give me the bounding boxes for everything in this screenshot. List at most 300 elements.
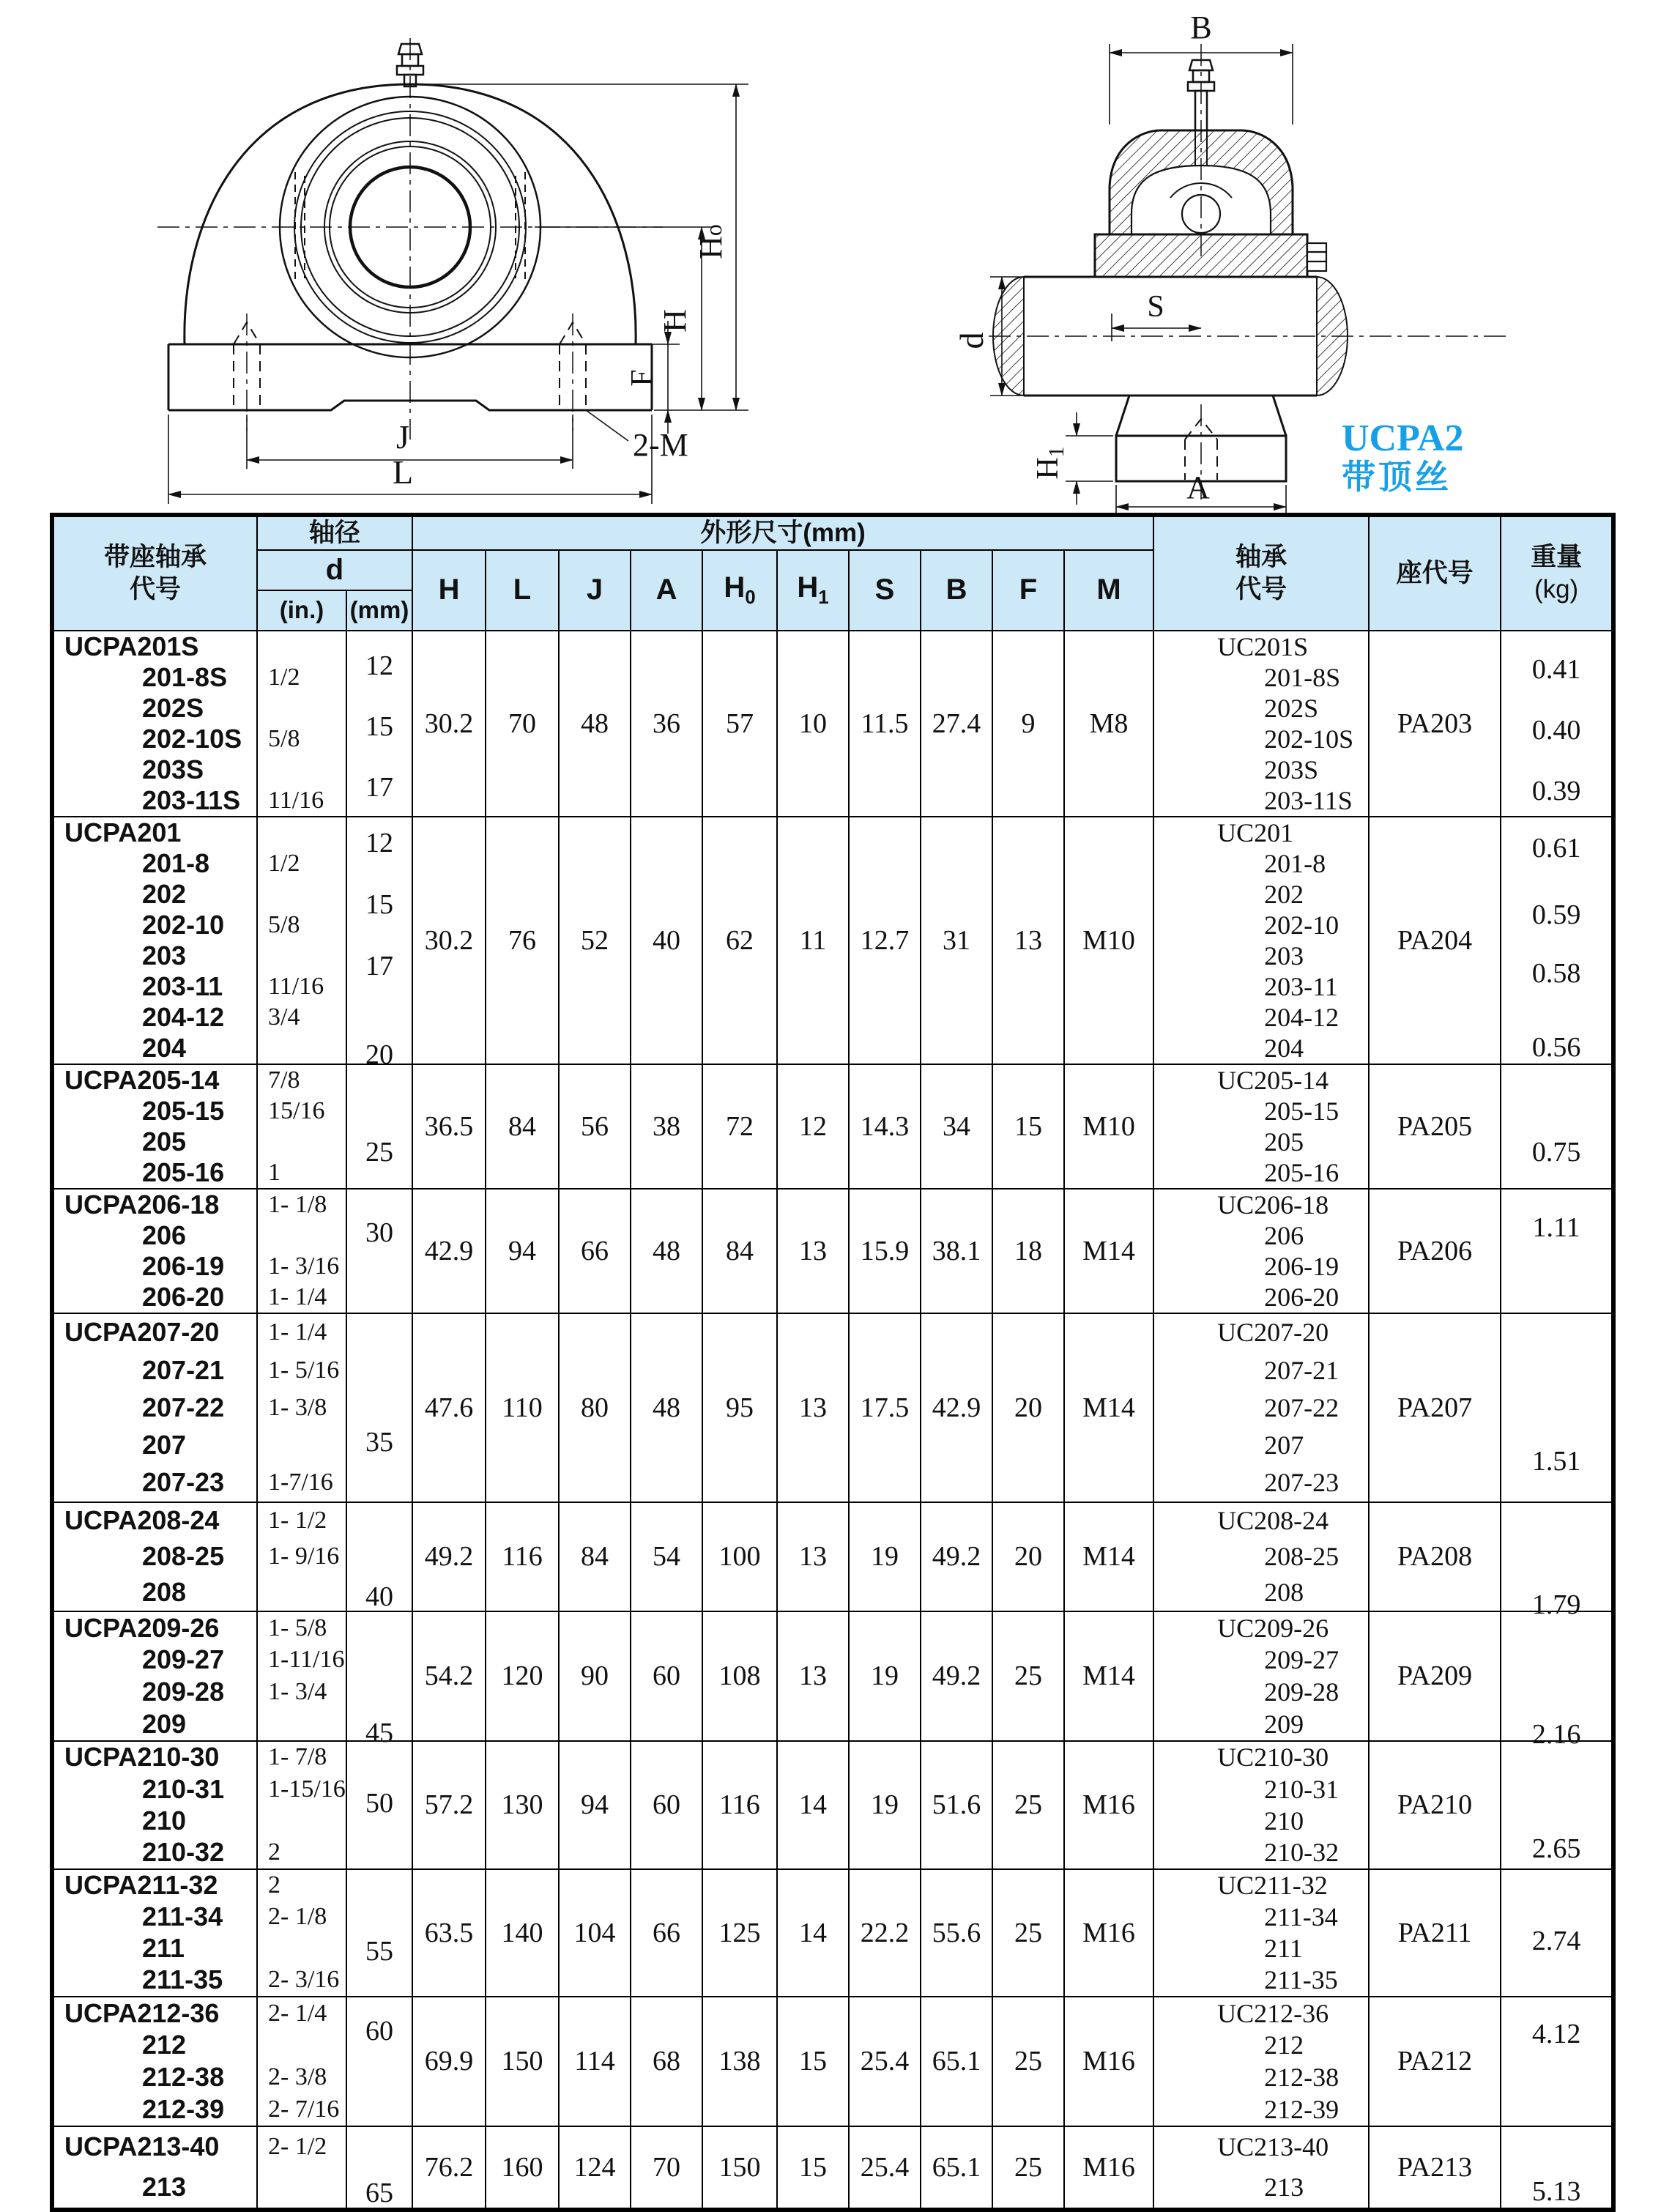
cell-value: 1.51 <box>1531 1445 1581 1477</box>
cell-dim-f: 15 <box>992 1064 1064 1189</box>
cell-line: 203S <box>1264 754 1319 784</box>
cell-value: 35 <box>365 1427 393 1458</box>
cell-line: 205-15 <box>142 1095 225 1126</box>
cell-line: UCPA208-24 <box>64 1505 220 1536</box>
cell-dim-m: M14 <box>1064 1611 1153 1741</box>
cell-dim-h: 30.2 <box>412 631 486 817</box>
cell-weight <box>1501 1997 1613 2126</box>
cell-dim-a: 66 <box>631 1869 702 1997</box>
header-housing-bearing-code: 带座轴承 代号 <box>52 515 257 631</box>
cell-line <box>258 1708 346 1740</box>
cell-shaft-mm <box>346 1064 412 1189</box>
cell-line: 203 <box>142 940 187 970</box>
cell-weight <box>1501 1502 1613 1621</box>
cell-line: 2- 1/4 <box>268 1999 327 2027</box>
cell-line: UC201 <box>1217 817 1294 847</box>
cell-dim-j: 80 <box>559 1313 631 1502</box>
cell-dim-h0: 150 <box>702 2126 777 2210</box>
cell-dim-s: 19 <box>849 1502 921 1611</box>
cell-line: UC201S <box>1217 631 1309 661</box>
cell-shaft-mm <box>346 1611 412 1749</box>
cell-dim-f: 25 <box>992 1611 1064 1741</box>
cell-line: 207-22 <box>1264 1392 1339 1422</box>
header-dim-a: A <box>631 550 702 631</box>
cell-dim-a: 68 <box>631 1997 702 2126</box>
cell-line: 206-19 <box>142 1250 225 1281</box>
cell-value: 17 <box>365 951 393 982</box>
cell-line: 202S <box>142 692 204 723</box>
cell-shaft-mm <box>346 1741 412 1869</box>
cell-line: UC209-26 <box>1217 1613 1329 1643</box>
cell-line: 204-12 <box>142 1001 225 1032</box>
cell-line: UCPA213-40 <box>64 2131 220 2162</box>
cell-line: 212 <box>142 2030 187 2060</box>
cell-line: 211-34 <box>1264 1902 1338 1932</box>
cell-line: 210-31 <box>1264 1774 1339 1804</box>
header-bearing-code: 轴承 代号 <box>1153 515 1369 631</box>
cell-housing-code: PA211 <box>1369 1869 1501 1997</box>
cell-value: 15 <box>365 711 393 743</box>
cell-line: 211-35 <box>142 1964 223 1995</box>
cell-line: 7/8 <box>268 1066 300 1094</box>
cell-dim-h1: 13 <box>777 1189 849 1313</box>
cell-line: 205-16 <box>142 1157 225 1187</box>
cell-line: UCPA212-36 <box>64 1997 220 2028</box>
table-row <box>52 1313 1613 1502</box>
cell-dim-a: 36 <box>631 631 702 817</box>
cell-dim-f: 20 <box>992 1313 1064 1502</box>
cell-line: 209 <box>1264 1709 1304 1739</box>
cell-line: 212-38 <box>1264 2063 1339 2093</box>
cell-dim-s: 22.2 <box>849 1869 921 1997</box>
cell-dim-m: M16 <box>1064 2126 1153 2210</box>
cell-value: 50 <box>365 1788 393 1819</box>
cell-line <box>258 631 346 662</box>
cell-line: 11/16 <box>268 786 324 814</box>
cell-line: 2- 1/8 <box>268 1903 327 1931</box>
cell-line: UCPA210-30 <box>64 1742 220 1773</box>
table-row <box>52 1997 1613 2126</box>
cell-housing-bearing-code <box>52 1189 257 1313</box>
cell-dim-h0: 125 <box>702 1869 777 1997</box>
cell-line: 1/2 <box>268 849 300 877</box>
cell-shaft-inch <box>257 1741 346 1869</box>
cell-value: 40 <box>365 1581 393 1612</box>
cell-line: 205-16 <box>1264 1157 1339 1187</box>
cell-housing-code: PA204 <box>1369 817 1501 1064</box>
cell-dim-j: 84 <box>559 1502 631 1611</box>
cell-line <box>258 1575 346 1611</box>
cell-line: 1- 5/8 <box>268 1614 327 1641</box>
cell-line: 212-39 <box>1264 2094 1339 2124</box>
cell-bearing-code <box>1153 1869 1369 1997</box>
cell-housing-bearing-code <box>52 1502 257 1611</box>
cell-line <box>258 940 346 971</box>
cell-dim-a: 48 <box>631 1313 702 1502</box>
cell-dim-j: 52 <box>559 817 631 1064</box>
cell-line: 1- 3/8 <box>268 1393 327 1421</box>
cell-housing-bearing-code <box>52 1869 257 1997</box>
cell-value: 55 <box>365 1936 393 1967</box>
cell-line: 202 <box>142 878 187 909</box>
cell-line: 203S <box>142 754 204 784</box>
cell-shaft-inch <box>257 1313 346 1502</box>
cell-line: 209-27 <box>1264 1645 1339 1675</box>
cell-line <box>258 1127 346 1157</box>
cell-shaft-mm <box>346 1502 412 1611</box>
cell-dim-m: M10 <box>1064 817 1153 1064</box>
cell-dim-j: 66 <box>559 1189 631 1313</box>
cell-line: 210 <box>1264 1805 1304 1836</box>
cell-line: 206-19 <box>1264 1251 1339 1281</box>
cell-line: 211 <box>1264 1934 1303 1964</box>
cell-dim-h: 57.2 <box>412 1741 486 1869</box>
table-row <box>52 631 1613 817</box>
cell-dim-s: 12.7 <box>849 817 921 1064</box>
cell-line <box>258 693 346 724</box>
cell-dim-b: 42.9 <box>921 1313 992 1502</box>
header-dim-h1: $H_1$ <box>777 550 849 631</box>
cell-line: 213 <box>142 2172 187 2202</box>
cell-bearing-code <box>1153 2126 1369 2210</box>
cell-line: 203-11S <box>1264 785 1353 815</box>
cell-dim-h0: 62 <box>702 817 777 1064</box>
cell-line: 203-11 <box>1264 971 1338 1001</box>
cell-line: 206-20 <box>1264 1282 1339 1312</box>
header-dim-l: L <box>486 550 559 631</box>
cell-line: UC207-20 <box>1217 1318 1329 1348</box>
cell-line: 202-10S <box>1264 724 1354 754</box>
cell-dim-s: 25.4 <box>849 1997 921 2126</box>
cell-housing-code: PA203 <box>1369 631 1501 817</box>
cell-dim-h1: 15 <box>777 2126 849 2210</box>
cell-line: 1- 1/2 <box>268 1507 327 1534</box>
cell-line: 208 <box>142 1577 187 1608</box>
cell-housing-code: PA206 <box>1369 1189 1501 1313</box>
series-subtitle: 带顶丝 <box>1342 457 1452 496</box>
cell-line: 210-32 <box>1264 1838 1339 1868</box>
cell-line: 202-10 <box>1264 910 1339 940</box>
cell-shaft-inch <box>257 2126 346 2210</box>
table-row <box>52 1189 1613 1313</box>
table-row <box>52 1869 1613 1997</box>
cell-line: 15/16 <box>268 1096 325 1124</box>
header-mm-unit: (mm) <box>346 590 412 631</box>
cell-dim-l: 110 <box>486 1313 559 1502</box>
cell-dim-h0: 95 <box>702 1313 777 1502</box>
cell-value: 1.11 <box>1532 1211 1580 1243</box>
cell-line: 202-10 <box>142 909 225 940</box>
cell-dim-l: 160 <box>486 2126 559 2210</box>
cell-value: 4.12 <box>1531 2018 1581 2049</box>
cell-line: UC212-36 <box>1217 1998 1329 2028</box>
cell-value: 12 <box>365 828 393 859</box>
cell-bearing-code <box>1153 1189 1369 1313</box>
cell-shaft-inch <box>257 631 346 817</box>
cell-dim-l: 70 <box>486 631 559 817</box>
cell-dim-s: 19 <box>849 1741 921 1869</box>
cell-line: 209-28 <box>1264 1677 1339 1707</box>
cell-line: UC206-18 <box>1217 1189 1329 1220</box>
cell-dim-l: 130 <box>486 1741 559 1869</box>
cell-line: 203-11 <box>142 970 223 1001</box>
cell-dim-h: 42.9 <box>412 1189 486 1313</box>
cell-line: UC210-30 <box>1217 1742 1329 1773</box>
cell-dim-b: 55.6 <box>921 1869 992 1997</box>
header-dim-s: S <box>849 550 921 631</box>
cell-shaft-inch <box>257 1611 346 1741</box>
cell-value: 2.16 <box>1531 1719 1581 1750</box>
cell-line: 1-15/16 <box>268 1775 346 1803</box>
cell-line: 201-8 <box>1264 848 1326 878</box>
cell-dim-h1: 10 <box>777 631 849 817</box>
cell-housing-bearing-code <box>52 1997 257 2126</box>
cell-line: 203-11S <box>142 784 241 815</box>
dim-label-l: L <box>392 453 414 491</box>
cell-value: 25 <box>365 1137 393 1168</box>
cell-housing-bearing-code <box>52 2126 257 2210</box>
cell-dim-b: 34 <box>921 1064 992 1189</box>
cell-line <box>258 1426 346 1463</box>
cell-dim-h1: 14 <box>777 1741 849 1869</box>
cell-line <box>258 879 346 910</box>
cell-dim-j: 124 <box>559 2126 631 2210</box>
cell-housing-bearing-code <box>52 1741 257 1869</box>
cell-dim-h: 54.2 <box>412 1611 486 1741</box>
cell-dim-s: 11.5 <box>849 631 921 817</box>
cell-line: 210-31 <box>142 1773 225 1804</box>
cell-line: 212-39 <box>142 2093 225 2124</box>
cell-dim-m: M14 <box>1064 1313 1153 1502</box>
cell-value: 1.79 <box>1531 1589 1581 1621</box>
cell-housing-bearing-code <box>52 1313 257 1502</box>
cell-line <box>258 1805 346 1836</box>
cell-line <box>258 2030 346 2062</box>
cell-dim-h0: 116 <box>702 1741 777 1869</box>
cell-line: 3/4 <box>268 1003 300 1031</box>
cell-dim-h: 69.9 <box>412 1997 486 2126</box>
cell-housing-code: PA210 <box>1369 1741 1501 1869</box>
cell-line: 206 <box>142 1220 187 1250</box>
cell-dim-f: 25 <box>992 1741 1064 1869</box>
cell-line: 204-12 <box>1264 1002 1339 1032</box>
cell-shaft-inch <box>257 1189 346 1313</box>
cell-value: 17 <box>365 772 393 803</box>
cell-dim-b: 65.1 <box>921 2126 992 2210</box>
cell-line: 205 <box>142 1126 187 1157</box>
cell-dim-h1: 13 <box>777 1313 849 1502</box>
cell-dim-h1: 11 <box>777 817 849 1064</box>
header-d: d <box>257 550 412 590</box>
cell-dim-f: 20 <box>992 1502 1064 1611</box>
cell-value: 5.13 <box>1531 2175 1581 2207</box>
cell-housing-code: PA209 <box>1369 1611 1501 1741</box>
cell-dim-a: 70 <box>631 2126 702 2210</box>
cell-line: 209-27 <box>142 1644 225 1675</box>
cell-line: 202S <box>1264 693 1319 723</box>
cell-shaft-mm <box>346 1189 412 1313</box>
cell-line: 201-8S <box>142 661 228 692</box>
cell-bearing-code <box>1153 631 1369 817</box>
dim-label-2m: 2-M <box>633 427 688 463</box>
cell-line <box>258 754 346 785</box>
cell-shaft-mm <box>346 817 412 1071</box>
header-dim-b: B <box>921 550 992 631</box>
cell-value: 0.59 <box>1531 899 1581 930</box>
cell-shaft-inch <box>257 817 346 1064</box>
cell-line: 211 <box>142 1933 185 1964</box>
cell-line: 205 <box>1264 1127 1304 1157</box>
cell-line: UCPA201S <box>64 631 199 661</box>
cell-dim-h: 36.5 <box>412 1064 486 1189</box>
cell-line: 205-15 <box>1264 1096 1339 1126</box>
cell-dim-h0: 72 <box>702 1064 777 1189</box>
cell-line: 207 <box>1264 1430 1304 1460</box>
cell-line: 204 <box>142 1032 187 1063</box>
cell-dim-l: 116 <box>486 1502 559 1611</box>
cell-value: 2.65 <box>1531 1833 1581 1865</box>
cell-line: 207-21 <box>1264 1355 1339 1385</box>
dim-label-h: H <box>657 309 693 333</box>
cell-dim-j: 114 <box>559 1997 631 2126</box>
cell-line <box>258 2167 346 2208</box>
cell-line: 1-11/16 <box>268 1646 345 1674</box>
dim-label-d: d <box>953 332 990 349</box>
table-row <box>52 1064 1613 1189</box>
cell-dim-b: 51.6 <box>921 1741 992 1869</box>
cell-dim-h: 30.2 <box>412 817 486 1064</box>
cell-line: 207-21 <box>142 1354 225 1385</box>
cell-dim-h0: 100 <box>702 1502 777 1611</box>
cell-weight <box>1501 1611 1613 1750</box>
cell-line: UC205-14 <box>1217 1065 1329 1095</box>
cell-shaft-mm <box>346 1869 412 1997</box>
cell-value: 45 <box>365 1718 393 1749</box>
cell-dim-a: 38 <box>631 1064 702 1189</box>
cell-housing-bearing-code <box>52 817 257 1064</box>
cell-dim-b: 65.1 <box>921 1997 992 2126</box>
cell-line <box>258 1220 346 1251</box>
table-row <box>52 817 1613 1064</box>
cell-dim-h1: 13 <box>777 1502 849 1611</box>
cell-line: 11/16 <box>268 972 324 1000</box>
cell-line: UCPA206-18 <box>64 1189 220 1220</box>
cell-dim-m: M10 <box>1064 1064 1153 1189</box>
cell-dim-b: 49.2 <box>921 1502 992 1611</box>
cell-dim-l: 140 <box>486 1869 559 1997</box>
header-dim-m: M <box>1064 550 1153 631</box>
cell-housing-code: PA208 <box>1369 1502 1501 1611</box>
cell-line: 1- 9/16 <box>268 1543 340 1570</box>
cell-line: 5/8 <box>268 724 300 752</box>
cell-dim-s: 25.4 <box>849 2126 921 2210</box>
cell-dim-m: M14 <box>1064 1189 1153 1313</box>
cell-value: 0.58 <box>1531 958 1581 990</box>
cell-shaft-mm <box>346 2126 412 2210</box>
series-code: UCPA2 <box>1342 417 1464 459</box>
cell-line: 5/8 <box>268 910 300 938</box>
cell-dim-s: 19 <box>849 1611 921 1741</box>
cell-dim-h: 63.5 <box>412 1869 486 1997</box>
cell-dim-h: 76.2 <box>412 2126 486 2210</box>
cell-dim-s: 17.5 <box>849 1313 921 1502</box>
cell-dim-l: 120 <box>486 1611 559 1741</box>
cell-dim-f: 25 <box>992 1997 1064 2126</box>
cell-line: 1- 3/16 <box>268 1252 340 1280</box>
cell-shaft-inch <box>257 1997 346 2126</box>
cell-value: 0.39 <box>1531 776 1581 807</box>
header-outer-dimensions: 外形尺寸(mm) <box>412 515 1153 550</box>
cell-weight <box>1501 631 1613 817</box>
cell-line: 1- 3/4 <box>268 1678 327 1706</box>
header-dim-h: H <box>412 550 486 631</box>
cell-weight <box>1501 1064 1613 1189</box>
cell-value: 65 <box>365 2177 393 2208</box>
cell-dim-h1: 15 <box>777 1997 849 2126</box>
cell-bearing-code <box>1153 1611 1369 1741</box>
cell-line: 202 <box>1264 879 1304 909</box>
cell-dim-j: 104 <box>559 1869 631 1997</box>
cell-bearing-code <box>1153 1997 1369 2126</box>
cell-dim-m: M16 <box>1064 1741 1153 1869</box>
cell-line: 201-8 <box>142 847 210 878</box>
cell-value: 60 <box>365 2016 393 2047</box>
cell-dim-h0: 108 <box>702 1611 777 1741</box>
header-weight: 重量 (kg) <box>1501 515 1613 631</box>
cell-line: 1 <box>268 1158 280 1186</box>
cell-shaft-mm <box>346 1997 412 2126</box>
cell-dim-h0: 138 <box>702 1997 777 2126</box>
dim-label-ho: Ho <box>693 224 729 259</box>
cell-line: 1- 1/4 <box>268 1283 327 1310</box>
dim-label-h1: H1 <box>1031 446 1069 480</box>
cell-shaft-inch <box>257 1502 346 1611</box>
cell-housing-code: PA212 <box>1369 1997 1501 2126</box>
header-dim-h0: $H_0$ <box>702 550 777 631</box>
cell-dim-h1: 13 <box>777 1611 849 1741</box>
cell-value: 0.61 <box>1531 832 1581 864</box>
cell-line: 208 <box>1264 1578 1304 1608</box>
cell-weight <box>1501 1313 1613 1502</box>
cell-line: 209-28 <box>142 1677 225 1707</box>
cell-dim-a: 60 <box>631 1611 702 1741</box>
cell-shaft-inch <box>257 1064 346 1189</box>
cell-line: 1- 1/4 <box>268 1318 327 1346</box>
table-row <box>52 1741 1613 1869</box>
cell-dim-f: 18 <box>992 1189 1064 1313</box>
cell-line: 203 <box>1264 940 1304 970</box>
cell-line: 207 <box>142 1429 187 1460</box>
table-row <box>52 2126 1613 2210</box>
cell-dim-f: 25 <box>992 2126 1064 2210</box>
cell-line: UCPA209-26 <box>64 1612 220 1643</box>
bearing-spec-table <box>50 513 1616 2212</box>
cell-value: 0.40 <box>1531 715 1581 746</box>
cell-line: 212-38 <box>142 2062 225 2093</box>
cell-dim-h: 49.2 <box>412 1502 486 1611</box>
cell-line: 206 <box>1264 1220 1304 1250</box>
cell-dim-l: 84 <box>486 1064 559 1189</box>
cell-line: 1/2 <box>268 663 300 691</box>
cell-dim-s: 15.9 <box>849 1189 921 1313</box>
cell-dim-l: 150 <box>486 1997 559 2126</box>
cell-shaft-inch <box>257 1869 346 1997</box>
cell-dim-f: 25 <box>992 1869 1064 1997</box>
cell-bearing-code <box>1153 1741 1369 1869</box>
table-row <box>52 1502 1613 1611</box>
cell-line: 1-7/16 <box>268 1469 333 1496</box>
cell-dim-j: 56 <box>559 1064 631 1189</box>
